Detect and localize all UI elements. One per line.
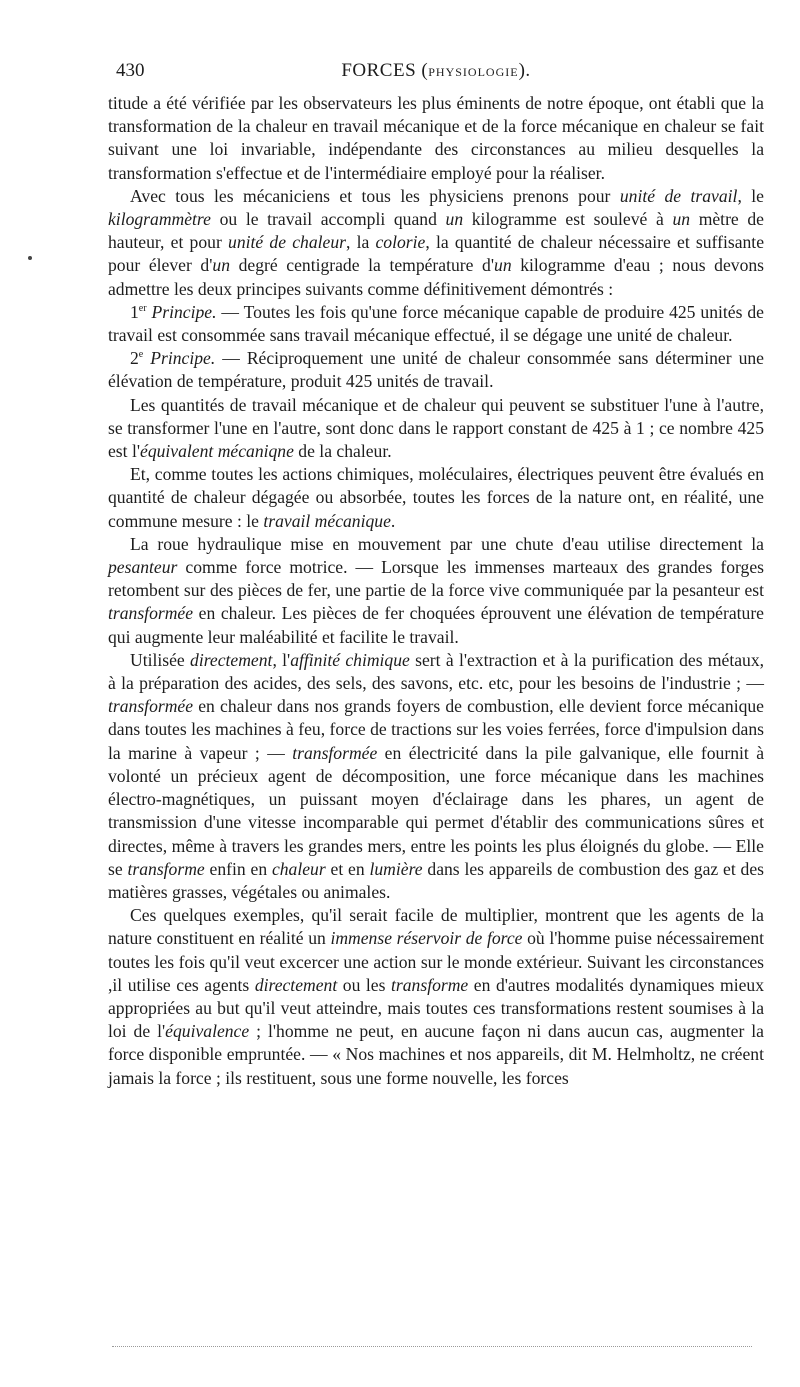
running-title-end: ).	[518, 60, 531, 81]
paragraph-common-measure: Et, comme toutes les actions chimiques, moléculaires, électriques peuvent être évalués en quantité de chaleur dégagée ou absorbée, toutes les forces de la nature ont, en réalité, une commune mesure : le travail mécanique.	[108, 464, 764, 531]
paragraph-equivalence: Les quantités de travail mécanique et de chaleur qui peuvent se substituer l'une à l'autre, se transformer l'une en l'autre, sont donc dans le rapport constant de 425 à 1 ; ce nombre 425 est l'équivalent mécaniqne de la chaleur.	[108, 394, 764, 462]
running-title-smallcaps: PHYSIOLOGIE	[428, 65, 519, 79]
margin-ink-mark	[28, 256, 32, 260]
page-header	[116, 60, 756, 84]
paragraph-examples: Ces quelques exemples, qu'il serait facile de multiplier, montrent que les agents de la nature constituent en réalité un immense réservoir de force où l'homme puise nécessairement toutes les fois qu'il veut excercer une action sur le monde extérieur. Suivant les circonstances ,il utilise ces agents directement ou les transforme en d'autres modalités dynamiques mieux appropriées au but qu'il veut atteindre, mais toutes ces transformations restent soumises à la loi de l'équivalence ; l'homme ne peut, en aucune façon ni dans aucun cas, augmenter la force disponible empruntée. — « Nos machines et nos appareils, dit M. Helmholtz, ne créent jamais la force ; ils restituent, sous une forme nouvelle, les forces	[108, 905, 765, 1088]
paragraph-chemical-affinity: Utilisée directement, l'affinité chimique sert à l'extraction et à la purification des métaux, à la préparation des acides, des sels, des savons, etc. etc, pour les besoins de l'industrie ; — transformée en chaleur dans nos grands foyers de combustion, elle devient force mécanique dans toutes les machines à feu, force de tractions sur les voies ferrées, force d'impulsion dans la marine à vapeur ; — transformée en électricité dans la pile galvanique, elle fournit à volonté un précieux agent de décomposition, une force mécanique dans les machines électro-magnétiques, un puissant moyen d'éclairage dans les phares, un agent de transmission d'une vitesse incomparable qui permet d'établir des communications sûres et directes, même à travers les grandes mers, entre les points les plus éloignés du globe. — Elle se transforme enfin en chaleur et en lumière dans les appareils de combustion des gaz et des matières grasses, végétales ou animales.	[108, 649, 765, 902]
page-number: 430	[116, 60, 145, 81]
running-title-main: FORCES (	[341, 60, 429, 81]
running-title	[116, 60, 756, 82]
paragraph-units: Avec tous les mécaniciens et tous les physiciens prenons pour unité de travail, le kilogrammètre ou le travail accompli quand un kilogramme est soulevé à un mètre de hauteur, et pour unité de chaleur, la colorie, la quantité de chaleur nécessaire et suffisante pour élever d'un degré centigrade la température d'un kilogramme d'eau ; nous devons admettre les deux principes suivants comme définitivement démontrés :	[108, 185, 765, 299]
body-text	[108, 92, 764, 1090]
paragraph-continuation: titude a été vérifiée par les observateurs les plus éminents de notre époque, ont établi que la transformation de la chaleur en travail mécanique et de la force mécanique en chaleur se fait suivant une loi invariable, indépendante des circonstances au milieu desquelles la transformation s'effectue et de l'intermédiaire employé pour la réaliser.	[108, 93, 764, 183]
paragraph-hydraulic-wheel: La roue hydraulique mise en mouvement par une chute d'eau utilise directement la pesanteur comme force motrice. — Lorsque les immenses marteaux des grandes forges retombent sur des pièces de fer, une partie de la force vive communiquée par la pesanteur est transformée en chaleur. Les pièces de fer choquées éprouvent une élévation de température qui augmente leur maléabilité et facilite le travail.	[108, 533, 764, 647]
footer-dotted-rule	[112, 1346, 752, 1347]
paragraph-second-principle: 2e Principe. — Réciproquement une unité de chaleur consommée sans déterminer une élévation de température, produit 425 unités de travail.	[108, 348, 764, 392]
paragraph-first-principle: 1er Principe. — Toutes les fois qu'une force mécanique capable de produire 425 unités de travail est consommée sans travail mécanique effectué, il se dégage une unité de chaleur.	[108, 301, 764, 346]
